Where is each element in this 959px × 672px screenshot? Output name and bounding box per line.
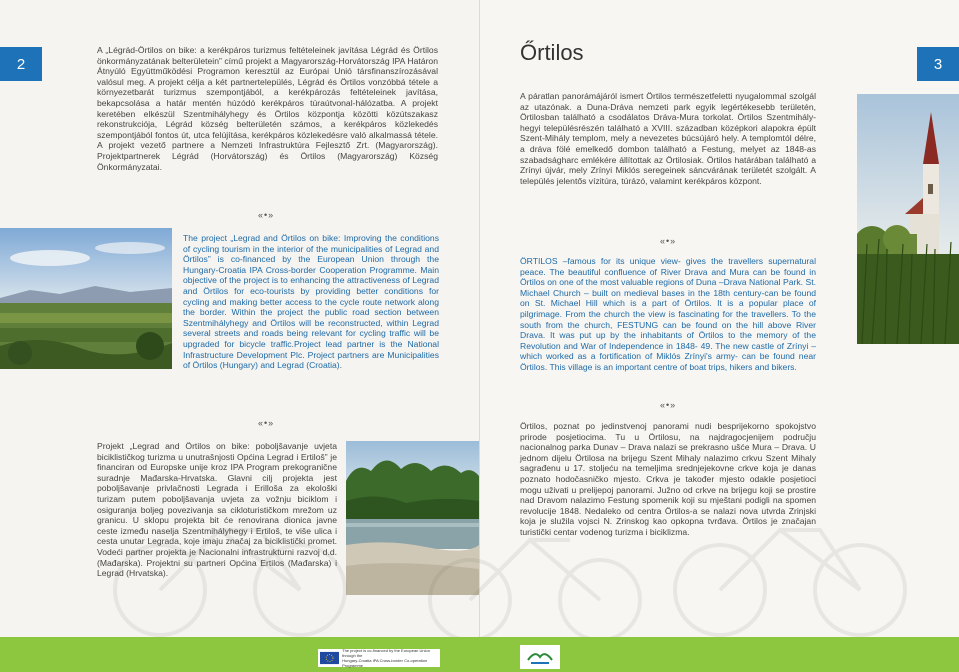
separator-ornament: «•» xyxy=(660,400,677,410)
left-english-text: The project „Legrad and Örtilos on bike: Improving the conditions of cycling tourism in the interior of the municipalities of Legrad and Örtilos” is co-financed by the European Union through the Hungary-Croatia IPA Cross-border Cooperation Programme. Main objective of the project is to enhancing the attractiveness of Legrad and Örtilos for eco-tourists by providing better conditions for cycling and making better access to the cycle route network along the border. Within the project the public road section between Szentmihályhegy and Örtilos will be reconstructed, within Legrad several streets and roads being relevant for cycling traffic will be upgraded for bicycle traffic.Project lead partner is the National Infrastructure Development Plc. Project partners are Municipalities of Örtilos (Hungary) and Legrad (Croatia). xyxy=(183,233,439,371)
eu-cofinancing-text: The project is co-financed by the European Union through the Hungary-Croatia IPA Cross-border Co-operation Programme xyxy=(342,648,430,668)
separator-ornament: «•» xyxy=(258,418,275,428)
river-photo xyxy=(346,441,479,595)
landscape-photo xyxy=(0,228,172,369)
separator-ornament: «•» xyxy=(258,210,275,220)
right-croatian-text: Örtilos, poznat po jedinstvenoj panorami nudi besprijekorno spokojstvo prirode posjetiocima. Tu u Örtilosu, na najdragocjenijem području nacionalnog parka Dunav – Drava nalazi se prekrasno ušće Mura – Drava. U jednom dijelu Örtilosa na brijegu Szent Mihaly nalazimo crkvu Szent Mihaly sagrađenu u 17. stoljeću na temeljima srednjejekovne crkve koja je danas poznato hodočasničko mjesto. Crkva je također mjesto odakle posjetioci mogu uživati u prelijepoj panorami. Južno od crkve na brijegu koji se prostire nad Dravom nalazimo Festung spomenik koji su mještani podigli na spomen revolucije 1848. Nedaleko od centra Örtilos-a se nalazi nova utvrda Zrinjski koja je služila vojsci N. Zrinskog kao opkopna tvrđava. Örtilos je značajan turistički centar vodenog turizma i biciklizma. xyxy=(520,421,816,537)
left-page xyxy=(0,0,479,672)
footer-bar xyxy=(0,637,959,672)
page-number-left: 2 xyxy=(0,47,42,81)
left-hungarian-text: A „Légrád-Örtilos on bike: a kerékpáros turizmus feltételeinek javítása Légrád és Örtilos önkormányzatának belterületein” című projekt a Magyarország-Horvátország IPA Határon Átnyúló Együttműködési Programon keresztül az Európai Unió társfinanszírozásával valósul meg. A projekt célja a két partnertelepülés, Légrád és Örtilos vonzóbbá tétele a környezetbarát turizmus szempontjából, a kerékpározás feltételeinek javítása, bekapcsolása a határ mentén húzódó kerékpáros túraútvonal-hálózatba. A projekt keretében elkészül Szentmihályhegy és Örtilos központja közötti közútszakasz rekonstrukciója, Légrád község belterületén számos, a kerékpáros közlekedés szempontjából fontos út, utca felújítása, kerékpáros közlekedésre való alkalmassá tétele. A projekt vezető partnere a Nemzeti Infrastruktúra Fejlesztő Zrt. (Magyarország). Projektpartnerek Légrád (Horvátország) és Örtilos (Magyarország) Község Önkormányzatai. xyxy=(97,45,438,172)
left-croatian-text: Projekt „Legrad and Örtilos on bike: poboljšavanje uvjeta biciklističkog turizma u unutrašnjosti Općina Legrad i Ertiloš” je financiran od Europske unije kroz IPA Program prekogranične suradnje Mađarska-Hrvatska. Glavni cilj projekta jest poboljšavanje privlačnosti Legrada i Erilloša za ekološki turizam putem poboljšavanja uvjeta za vožnju biciklom i osiguranja boljeg povezivanja sa cikloturističkom mrežom uz granicu. U sklopu projekta bit će renovirana dionica javne ceste između naselja Szentmihályhegy i Ertiloš, te više ulica i cesta unutar Legrada, koje imaju značaj za biciklistički promet. Vodeći partner projekta je Nacionalni infrastrukturni razvoj d.d. (Mađarska). Projektni su partneri Općina Ertilos (Mađarska) i Legrad (Hrvatska). xyxy=(97,441,337,579)
page-title: Őrtilos xyxy=(520,40,584,65)
page-number-right: 3 xyxy=(917,47,959,81)
right-english-text: ÖRTILOS –famous for its unique view- gives the travellers supernatural peace. The beautiful confluence of River Drava and Mura can be found in Örtilos on one of the most valuable regions of Duna –Drava National Park. St. Michael Church – built on medieval bases in the 18th century-can be found on St. Michael Hill which is a part of Örtilos. It is a popular place of pilgrimage. From the church the view is fascinating for the travellers. To the south from the church, FESTUNG can be found on the hill above River Drava. It was put up by the inhabitants of Örtilos to the memory of the Revolution and War of Independence in 1848- 49. The new castle of Zrínyi – which worked as a fortification of Miklós Zrínyi's army- can be found near Örtilos. This village is an important centre of boat trips, hikers and bikers. xyxy=(520,256,816,372)
right-hungarian-text: A páratlan panorámájáról ismert Örtilos természetfeletti nyugalommal szolgál az utazónak. a Duna-Dráva nemzeti park egyik legértékesebb területén, Örtilosban található a csodálatos Dráva-Mura torkolat. Örtilos Szentmihály-hegyi településrészén található a XVIII. században középkori alapokra épült Szent-Mihály templom, mely a nevezetes búcsújáró hely. A templomtól délre, a dráva fölé emelkedő dombon található a Festung, melyet az 1848-as szabadságharc emlékére állítottak az Örtilosiak. Örtilos határában található a Zrínyi újvár, mely Zrínyi Miklós seregeinek sáncvárának területét szolgált. A település jelentős vízitúra, túrázó, valamint kerékpáros központ. xyxy=(520,91,816,186)
eu-flag-icon xyxy=(320,651,339,665)
programme-logo-icon xyxy=(525,648,555,666)
eu-cofinancing-box xyxy=(318,649,440,667)
separator-ornament: «•» xyxy=(660,236,677,246)
church-photo xyxy=(857,94,959,344)
programme-logo-box xyxy=(520,645,560,669)
right-page xyxy=(480,0,959,672)
